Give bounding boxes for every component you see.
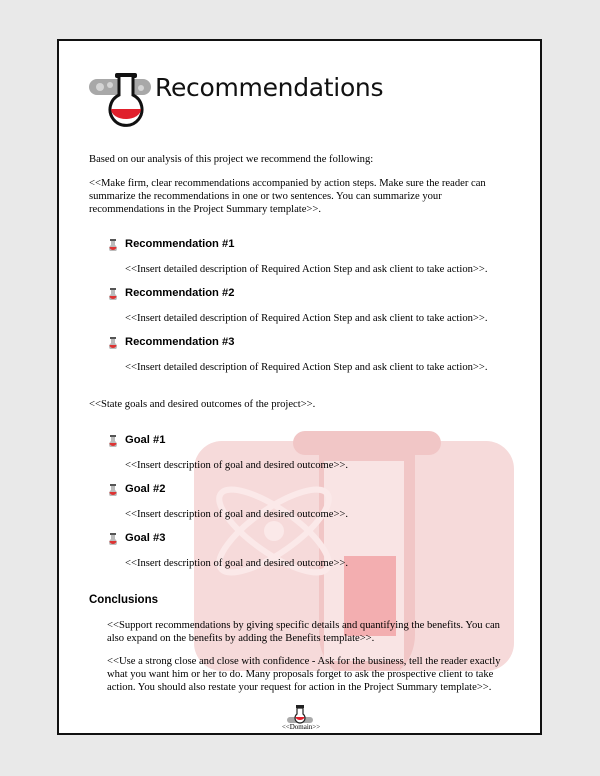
recommendation-title: Recommendation #1 — [125, 238, 235, 250]
flask-bullet-icon — [107, 337, 119, 349]
recommendation-description: <<Insert detailed description of Required Action Step and ask client to take action>>. — [125, 264, 488, 275]
goal-description: <<Insert description of goal and desired outcome>>. — [125, 558, 349, 569]
goal-title: Goal #2 — [125, 483, 166, 495]
flask-bullet-icon — [107, 533, 119, 545]
intro-text: Based on our analysis of this project we recommend the following: — [89, 154, 374, 165]
recommendation-description: <<Insert detailed description of Required Action Step and ask client to take action>>. — [125, 313, 488, 324]
flask-icon — [89, 71, 159, 131]
conclusions-paragraph-2: <<Use a strong close and close with confidence - Ask for the business, tell the reader exactly what you want him or her to do. Many proposals forget to ask the prospective client to take action. You should also restate your request for action in the Project Summary template>>. — [107, 656, 501, 693]
recommendation-title: Recommendation #3 — [125, 336, 235, 348]
flask-bullet-icon — [107, 435, 119, 447]
page-title: Recommendations — [155, 73, 384, 102]
goal-description: <<Insert description of goal and desired outcome>>. — [125, 509, 349, 520]
footer-domain: <<Domain>> — [281, 723, 321, 731]
goal-title: Goal #1 — [125, 434, 166, 446]
recommendations-paragraph: <<Make firm, clear recommendations accompanied by action steps. Make sure the reader can summarize the recommendations in one or two sentences. You can summarize your recommendations in the Project Summary template>>. — [89, 178, 486, 215]
flask-bullet-icon — [107, 239, 119, 251]
conclusions-paragraph-1: <<Support recommendations by giving specific details and quantifying the benefits. You can also expand on the benefits by adding the Benefits template>>. — [107, 620, 500, 644]
conclusions-heading: Conclusions — [89, 594, 159, 606]
goal-description: <<Insert description of goal and desired outcome>>. — [125, 460, 349, 471]
goal-title: Goal #3 — [125, 532, 166, 544]
goals-intro: <<State goals and desired outcomes of the project>>. — [89, 399, 316, 410]
document-page — [57, 39, 542, 735]
recommendation-description: <<Insert detailed description of Required Action Step and ask client to take action>>. — [125, 362, 488, 373]
flask-bullet-icon — [107, 288, 119, 300]
recommendation-title: Recommendation #2 — [125, 287, 235, 299]
flask-bullet-icon — [107, 484, 119, 496]
page-header — [89, 71, 509, 131]
